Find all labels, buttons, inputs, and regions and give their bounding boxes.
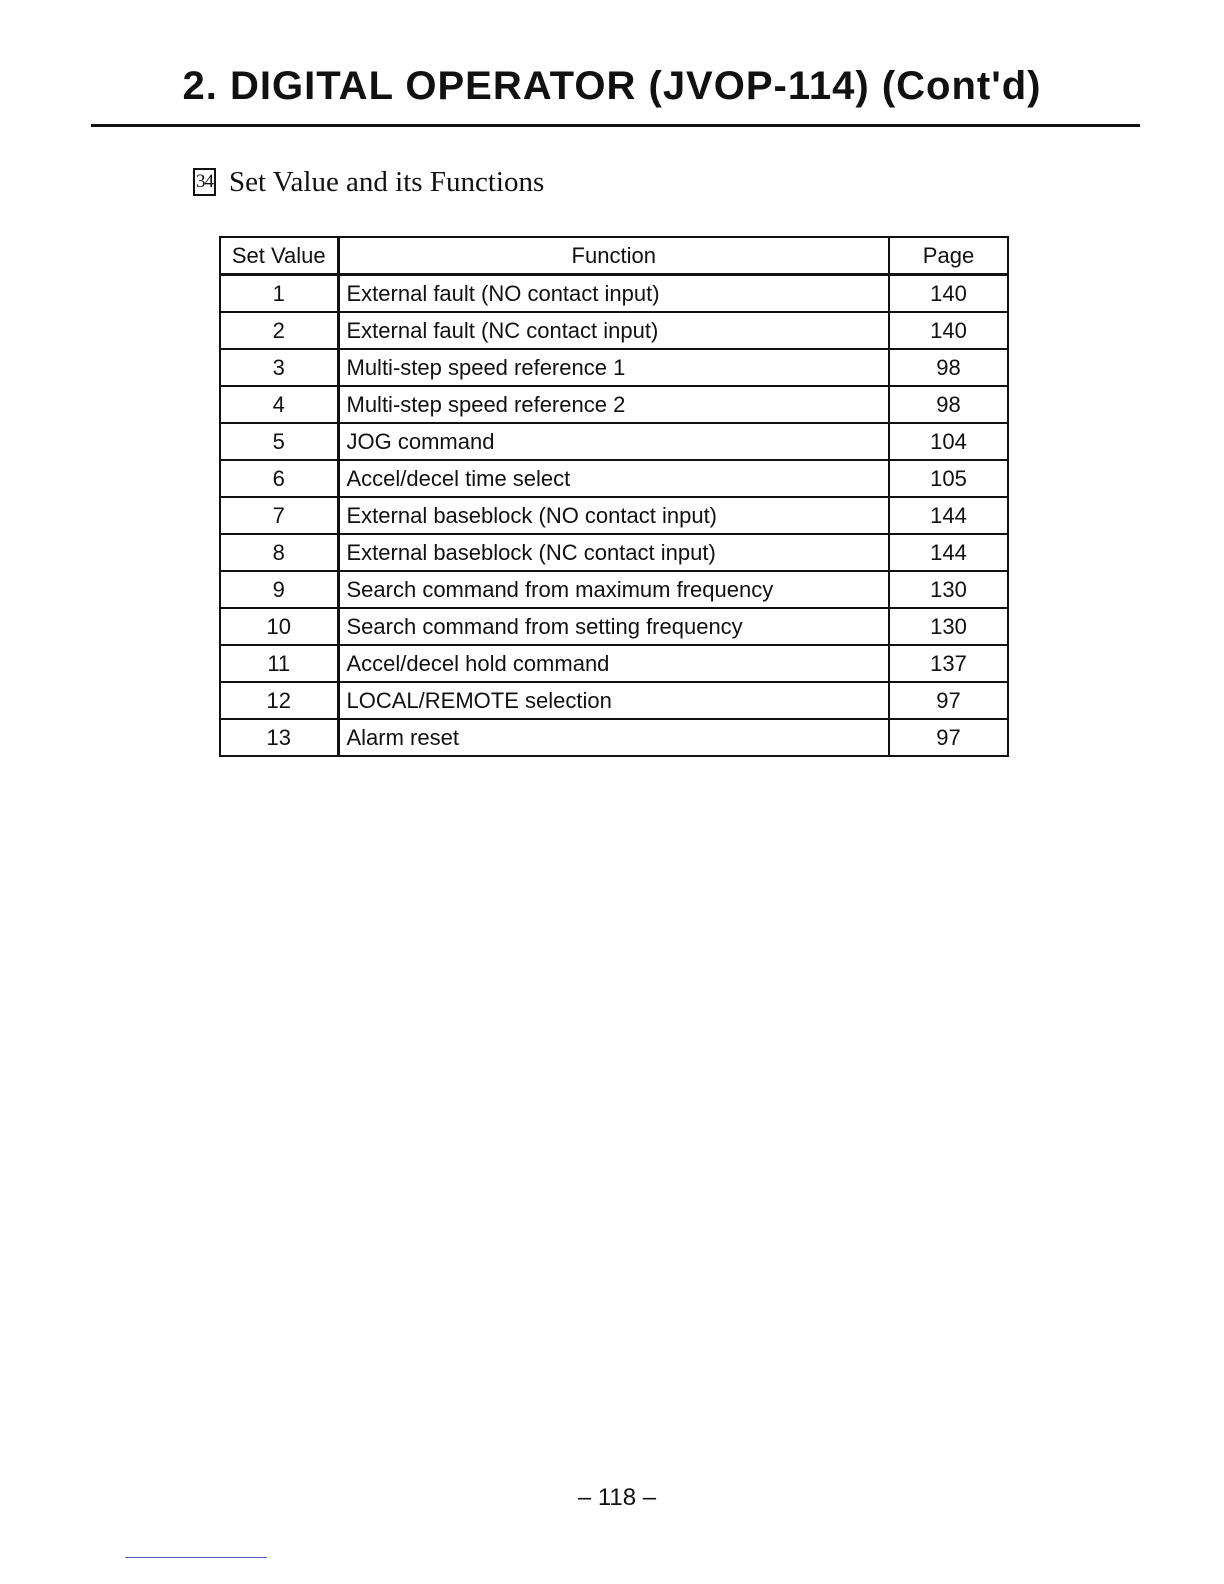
section-heading — [193, 162, 544, 202]
page-cell: 144 — [889, 497, 1008, 534]
page-cell: 97 — [889, 682, 1008, 719]
page-cell: 104 — [889, 423, 1008, 460]
table-row — [220, 349, 1008, 386]
table-row — [220, 460, 1008, 497]
page-cell: 140 — [889, 312, 1008, 349]
function-cell: External fault (NO contact input) — [338, 275, 889, 313]
page-cell: 105 — [889, 460, 1008, 497]
page-cell: 144 — [889, 534, 1008, 571]
set-value-cell: 11 — [220, 645, 338, 682]
page-number: – 118 – — [577, 1484, 657, 1511]
page-cell: 98 — [889, 349, 1008, 386]
set-value-cell: 3 — [220, 349, 338, 386]
table-row — [220, 682, 1008, 719]
page-cell: 98 — [889, 386, 1008, 423]
column-header-set-value: Set Value — [220, 237, 338, 275]
footer-divider — [125, 1557, 267, 1558]
table-row — [220, 386, 1008, 423]
table-row — [220, 275, 1008, 313]
table-row — [220, 719, 1008, 756]
table-row — [220, 423, 1008, 460]
set-value-cell: 8 — [220, 534, 338, 571]
column-header-page: Page — [889, 237, 1008, 275]
function-cell: External fault (NC contact input) — [338, 312, 889, 349]
set-value-cell: 9 — [220, 571, 338, 608]
set-value-cell: 1 — [220, 275, 338, 313]
set-value-cell: 6 — [220, 460, 338, 497]
set-value-cell: 5 — [220, 423, 338, 460]
table-row — [220, 571, 1008, 608]
section-number-box: 34 — [193, 168, 216, 196]
table-header-row — [220, 237, 1008, 275]
set-value-cell: 4 — [220, 386, 338, 423]
table-row — [220, 534, 1008, 571]
set-value-cell: 7 — [220, 497, 338, 534]
function-cell: External baseblock (NC contact input) — [338, 534, 889, 571]
table-row — [220, 645, 1008, 682]
table-row — [220, 497, 1008, 534]
section-title: Set Value and its Functions — [229, 165, 545, 198]
function-cell: JOG command — [338, 423, 889, 460]
set-value-cell: 13 — [220, 719, 338, 756]
set-value-table — [219, 236, 1009, 757]
table-row — [220, 312, 1008, 349]
function-cell: LOCAL/REMOTE selection — [338, 682, 889, 719]
page-cell: 130 — [889, 571, 1008, 608]
set-value-cell: 10 — [220, 608, 338, 645]
function-cell: Accel/decel time select — [338, 460, 889, 497]
column-header-function: Function — [338, 237, 889, 275]
page-cell: 130 — [889, 608, 1008, 645]
function-cell: Multi-step speed reference 1 — [338, 349, 889, 386]
set-value-cell: 2 — [220, 312, 338, 349]
page-title: 2. DIGITAL OPERATOR (JVOP-114) (Cont'd) — [182, 64, 1042, 108]
function-cell: Multi-step speed reference 2 — [338, 386, 889, 423]
function-cell: External baseblock (NO contact input) — [338, 497, 889, 534]
table-body — [220, 275, 1008, 757]
page-cell: 97 — [889, 719, 1008, 756]
page-cell: 137 — [889, 645, 1008, 682]
page-cell: 140 — [889, 275, 1008, 313]
table-row — [220, 608, 1008, 645]
title-divider — [91, 124, 1140, 127]
function-cell: Search command from maximum frequency — [338, 571, 889, 608]
set-value-table-wrapper — [219, 236, 1007, 757]
function-cell: Alarm reset — [338, 719, 889, 756]
function-cell: Accel/decel hold command — [338, 645, 889, 682]
set-value-cell: 12 — [220, 682, 338, 719]
function-cell: Search command from setting frequency — [338, 608, 889, 645]
